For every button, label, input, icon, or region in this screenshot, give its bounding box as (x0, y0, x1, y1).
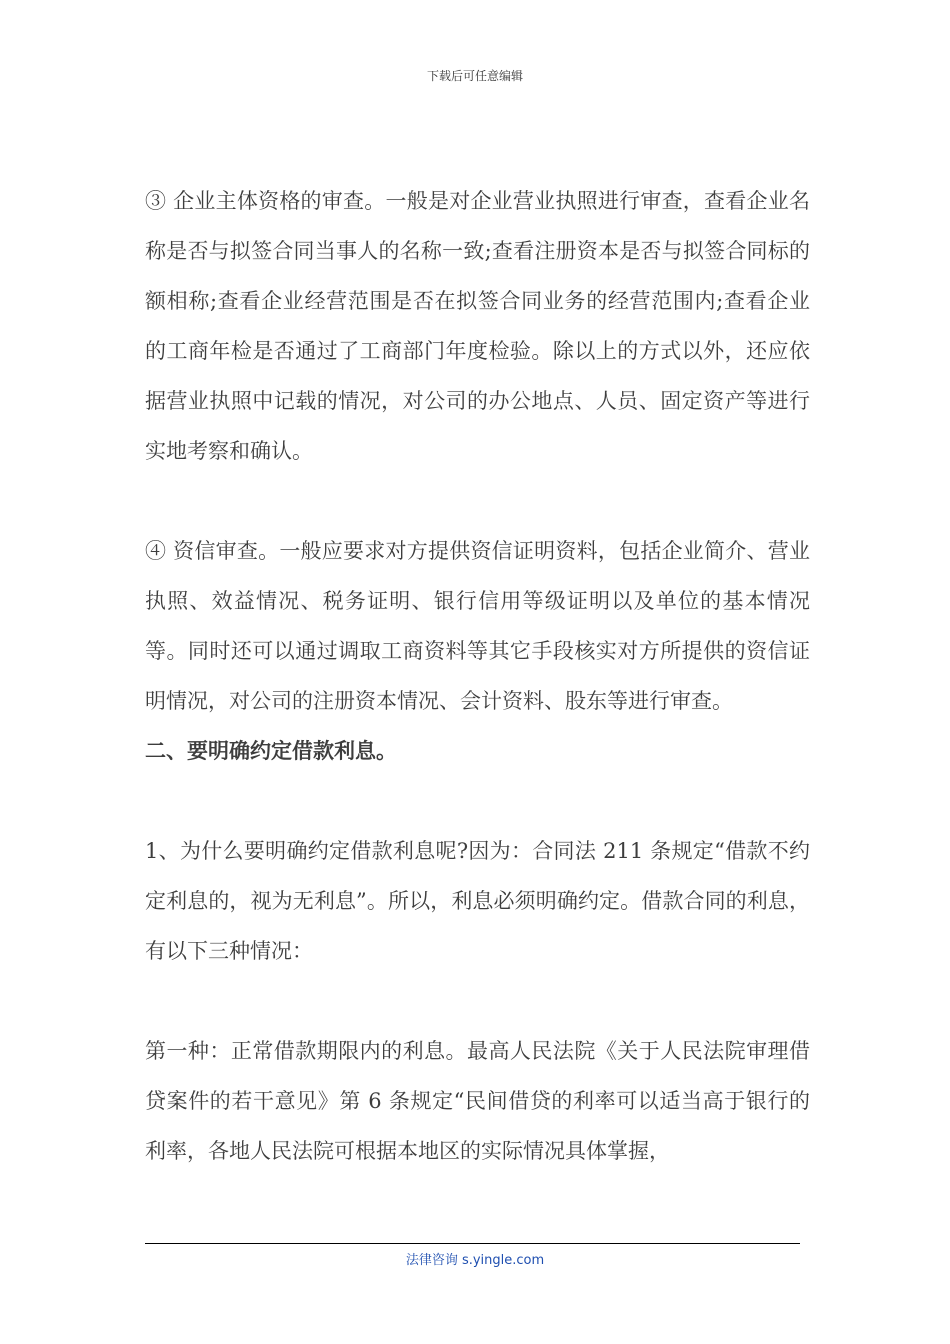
paragraph-spacer (145, 776, 810, 826)
section-heading-interest: 二、要明确约定借款利息。 (145, 739, 397, 763)
document-body (145, 176, 810, 1176)
page-footer-link[interactable]: 法律咨询 s.yingle.com (405, 1253, 545, 1268)
paragraph-spacer (145, 476, 810, 526)
paragraph-entity-qualification-review: ③ 企业主体资格的审查。一般是对企业营业执照进行审查，查看企业名称是否与拟签合同当事人的名称一致;查看注册资本是否与拟签合同标的额相称;查看企业经营范围是否在拟签合同业务的经营范围内;查看企业的工商年检是否通过了工商部门年度检验。除以上的方式以外，还应依据营业执照中记载的情况，对公司的办公地点、人员、固定资产等进行实地考察和确认。 (145, 189, 810, 463)
paragraph-first-type-interest: 第一种：正常借款期限内的利息。最高人民法院《关于人民法院审理借贷案件的若干意见》第 6 条规定“民间借贷的利率可以适当高于银行的利率，各地人民法院可根据本地区的实际情况具体掌握， (145, 1039, 810, 1163)
paragraph-why-specify-interest: 1、为什么要明确约定借款利息呢?因为：合同法 211 条规定“借款不约定利息的，视为无利息”。所以，利息必须明确约定。借款合同的利息，有以下三种情况： (145, 839, 810, 963)
paragraph-credit-review: ④ 资信审查。一般应要求对方提供资信证明资料，包括企业简介、营业执照、效益情况、税务证明、银行信用等级证明以及单位的基本情况等。同时还可以通过调取工商资料等其它手段核实对方所提供的资信证明情况，对公司的注册资本情况、会计资料、股东等进行审查。 (145, 539, 810, 713)
page-header: 下载后可任意编辑 (426, 69, 523, 83)
paragraph-spacer (145, 976, 810, 1026)
footer-divider (145, 1243, 800, 1244)
